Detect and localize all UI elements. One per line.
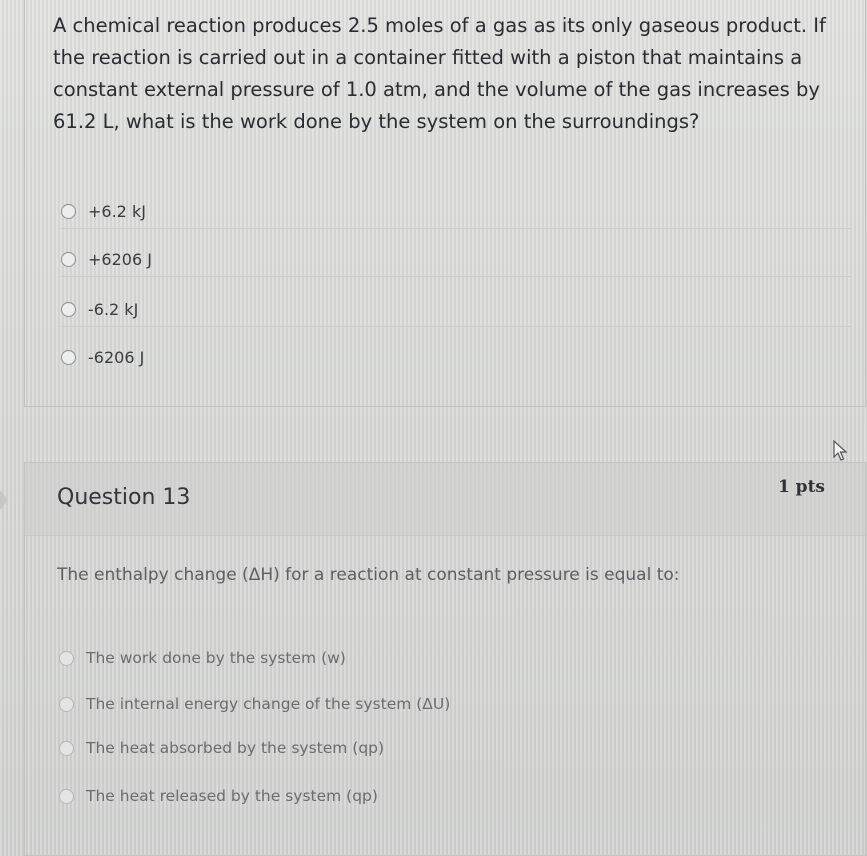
- radio-button-icon[interactable]: [59, 697, 74, 712]
- answer-label: -6206 J: [88, 347, 145, 367]
- question-title: Question 13: [57, 485, 191, 510]
- question-12-text: A chemical reaction produces 2.5 moles of a gas as its only gaseous product. If the reaction is carried out in a container fitted with a piston that maintains a constant external pressure of 1.0 atm, and the volume of the gas increases by 61.2 L, what is the work done by the system on the surroundings?: [53, 14, 826, 133]
- answer-option-4[interactable]: [59, 779, 819, 813]
- radio-button-icon[interactable]: [61, 252, 76, 267]
- answer-option-4[interactable]: [61, 340, 851, 374]
- radio-button-icon[interactable]: [61, 350, 76, 365]
- question-points: 1 pts: [777, 477, 825, 497]
- answer-label: The internal energy change of the system (ΔU): [86, 695, 451, 713]
- radio-button-icon[interactable]: [61, 302, 76, 317]
- answer-label: The heat absorbed by the system (qp): [86, 739, 385, 757]
- answer-option-3[interactable]: [59, 731, 819, 765]
- collapse-arrow-icon[interactable]: [0, 490, 8, 510]
- question-header: [25, 463, 865, 536]
- radio-button-icon[interactable]: [61, 204, 76, 219]
- answer-label: -6.2 kJ: [88, 299, 139, 319]
- question-12-card: [24, 0, 866, 407]
- radio-button-icon[interactable]: [59, 651, 74, 666]
- radio-button-icon[interactable]: [59, 741, 74, 756]
- question-13-text: The enthalpy change (ΔH) for a reaction at constant pressure is equal to:: [57, 565, 680, 585]
- radio-button-icon[interactable]: [59, 789, 74, 804]
- answer-label: The work done by the system (w): [86, 649, 346, 667]
- answer-option-3[interactable]: [61, 292, 851, 327]
- answer-option-2[interactable]: [61, 242, 851, 277]
- mouse-pointer-icon: [832, 440, 848, 462]
- answer-option-2[interactable]: [59, 687, 819, 721]
- answer-label: The heat released by the system (qp): [86, 787, 378, 805]
- answer-option-1[interactable]: [61, 194, 851, 229]
- answer-label: +6206 J: [88, 249, 152, 269]
- answer-option-1[interactable]: [59, 641, 819, 675]
- answer-label: +6.2 kJ: [88, 201, 146, 221]
- question-13-card: [24, 462, 866, 856]
